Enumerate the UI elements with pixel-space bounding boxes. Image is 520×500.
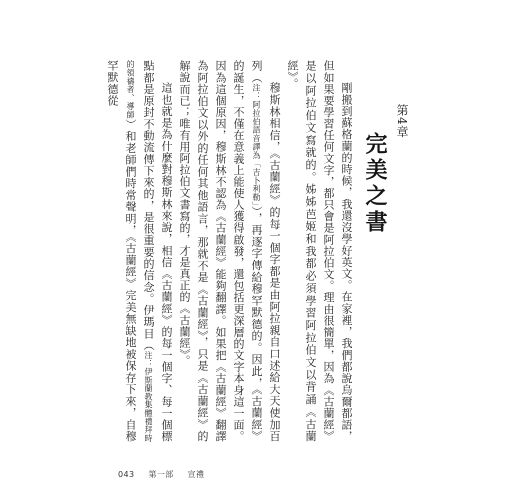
chapter-title: 完美之書 (362, 132, 388, 236)
footer-section: 宣禮 (187, 470, 205, 479)
translator-note-2: 注：伊斯蘭教集體禮拜時的領禱者、導師 (126, 60, 153, 442)
paragraph-2-text-b: ），再逐字傳給穆罕默德的。因此，《古蘭經》的誕生，不僅在意義上能使人獲得啟發，還包括更深層的文字本身這一面。因為這個原因，穆斯林不認為《古蘭經》能夠翻譯。如果把《古蘭經》翻譯為阿拉伯文以外的任何其他語言，那就不是《古蘭經》，只是《古蘭經》的解說而已；唯有用阿拉伯文書寫的，才是真正的《古蘭經》。 (178, 60, 263, 442)
paragraph-3-text-b: ）和老師們時常聲明，《古蘭經》完美無缺地被保存下來，自穆罕默德從 (106, 60, 137, 442)
paragraph-3-text-a: 這也就是為什麼對穆斯林來說，相信《古蘭經》的每一個字、每一個標點都是原封不動流傳下來的，是很重要的信念。伊瑪目（ (142, 60, 173, 442)
page-footer (118, 469, 215, 480)
page-number: 043 (118, 470, 135, 479)
chapter-label: 第4章 (395, 104, 409, 139)
translator-note-1: 注：阿拉伯語音譯為「吉卜利勒」 (252, 83, 261, 206)
footer-part: 第一部 (148, 470, 174, 479)
body-text (105, 60, 355, 442)
paragraph-3 (105, 60, 175, 442)
paragraph-2 (175, 60, 283, 442)
paragraph-2-text-a: 穆斯林相信，《古蘭經》的每一個字都是由阿拉親自口述給大天使加百列（ (250, 60, 281, 442)
paragraph-1: 剛搬到蘇格蘭的時候，我還沒學好英文。在家裡，我們都說烏爾都語，但如果要學習任何文字，都只會是阿拉伯文。理由很簡單，因為《古蘭經》是以阿拉伯文寫就的。姊姊芭姬和我都必須學習阿拉伯文以背誦《古蘭經》。 (286, 60, 353, 442)
